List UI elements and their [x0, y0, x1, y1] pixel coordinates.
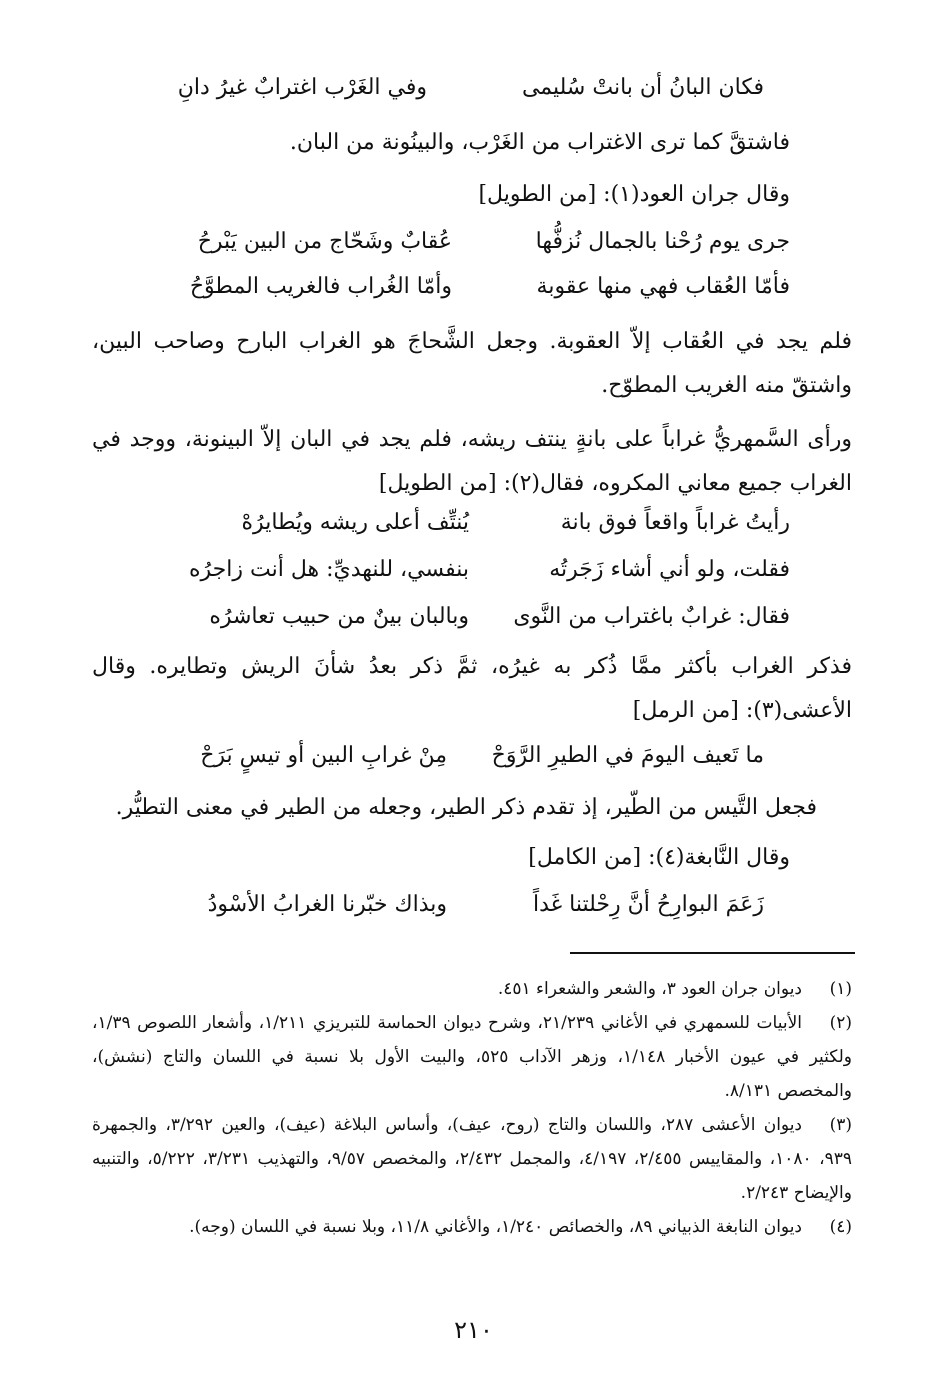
paragraph-3: ورأى السَّمهريُّ غراباً على بانةٍ ينتف ريشه، فلم يجد في البان إلاّ البينونة، ووجد في الغراب جميع معاني المكروه، فقال(٢): [من الطويل]	[92, 427, 852, 496]
footnote-4	[92, 1210, 852, 1244]
paragraph-2: فلم يجد في العُقاب إلاّ العقوبة. وجعل الشَّحاجَ هو الغراب البارح وصاحب البين، واشتقّ منه الغريب المطوّح.	[92, 329, 852, 398]
verse-2-line-1-first: جرى يوم رُحْنا بالجمال نُزفُّها	[535, 229, 790, 254]
footnote-1	[92, 972, 852, 1006]
verse-3-line-3-first: فقال: غرابٌ باغتراب من النَّوى	[513, 604, 790, 629]
page-number: ٢١٠	[454, 1316, 493, 1344]
verse-1-second-hemistich: وفي الغَرْب اغترابٌ غيرُ دانِ	[177, 75, 427, 100]
footnote-2-text: الأبيات للسمهري في الأغاني ٢١/٢٣٩، وشرح ديوان الحماسة للتبريزي ١/٢١١، وأشعار اللصوص ١/٣٩، ولكثير في عيون الأخبار ١/١٤٨، وزهر الآداب ٥٢٥، والبيت الأول بلا نسبة في اللسان والتاج (نشش)، والمخصص ٨/١٣١.	[92, 1013, 852, 1101]
paragraph-4: فذكر الغراب بأكثر ممَّا ذُكر به غيرُه، ثمَّ ذكر بعدُ شأنَ الريش وتطايره. وقال الأعشى(٣): [من الرمل]	[92, 654, 852, 723]
footnote-1-number: (١)	[829, 979, 852, 999]
footnote-1-text: ديوان جران العود ٣، والشعر والشعراء ٤٥١.	[497, 979, 802, 999]
verse-4-first-hemistich: ما تَعيف اليومَ في الطيرِ الرَّوَحْ	[491, 743, 764, 768]
intro-jiran-alaud: وقال جران العود(١): [من الطويل]	[478, 182, 790, 207]
verse-2-line-1-second: عُقابٌ وشَحّاج من البين يَبْرحُ	[197, 229, 452, 254]
verse-3-line-3-second: وبالبان بينٌ من حبيب تعاشرُه	[209, 604, 469, 629]
verse-3-line-2-second: بنفسي، للنهديِّ: هل أنت زاجرُه	[189, 557, 469, 582]
verse-5-first-hemistich: زَعَمَ البوارِحُ أنَّ رِحْلتنا غَداً	[532, 892, 764, 917]
verse-3-line-1-first: رأيتُ غراباً واقعاً فوق بانة	[560, 510, 790, 535]
footnote-4-text: ديوان النابغة الذبياني ٨٩، والخصائص ١/٢٤٠، والأغاني ١١/٨، وبلا نسبة في اللسان (وجه).	[189, 1217, 802, 1237]
verse-5-second-hemistich: وبذاك خبّرنا الغرابُ الأسْودُ	[207, 892, 447, 917]
footnote-separator	[570, 952, 855, 954]
verse-2-line-2-first: فأمّا العُقاب فهي منها عقوبة	[536, 274, 790, 299]
verse-1-first-hemistich: فكان البانُ أن بانتْ سُليمى	[521, 75, 764, 100]
verse-3-line-2-first: فقلت، ولو أني أشاء زَجَرتُه	[549, 557, 790, 582]
footnote-3-text: ديوان الأعشى ٢٨٧، واللسان والتاج (روح، عيف)، وأساس البلاغة (عيف)، والعين ٣/٢٩٢، والجمهرة ٩٣٩، ١٠٨٠، والمقاييس ٢/٤٥٥، ٤/١٩٧، والمجمل ٢/٤٣٢، والمخصص ٩/٥٧، والتهذيب ٣/٢٣١، ٥/٢٢٢، والتنبيه والإيضاح ٢/٢٤٣.	[92, 1115, 853, 1203]
paragraph-5: فجعل التَّيس من الطّير، إذ تقدم ذكر الطير، وجعله من الطير في معنى التطيُّر.	[115, 795, 817, 820]
verse-3-line-1-second: يُنتِّف أعلى ريشه ويُطايرُهْ	[241, 510, 469, 535]
verse-4-second-hemistich: مِنْ غرابِ البين أو تيسٍ بَرَحْ	[200, 743, 447, 768]
intro-nabigha: وقال النَّابغة(٤): [من الكامل]	[528, 845, 790, 870]
paragraph-1: فاشتقَّ كما ترى الاغتراب من الغَرْب، والبينُونة من البان.	[289, 130, 790, 155]
footnote-2	[92, 1006, 852, 1108]
footnote-2-number: (٢)	[829, 1013, 852, 1033]
footnote-3	[92, 1108, 852, 1210]
footnote-3-number: (٣)	[829, 1115, 852, 1135]
footnote-4-number: (٤)	[829, 1217, 852, 1237]
verse-2-line-2-second: وأمّا الغُراب فالغريب المطوَّحُ	[189, 274, 452, 299]
